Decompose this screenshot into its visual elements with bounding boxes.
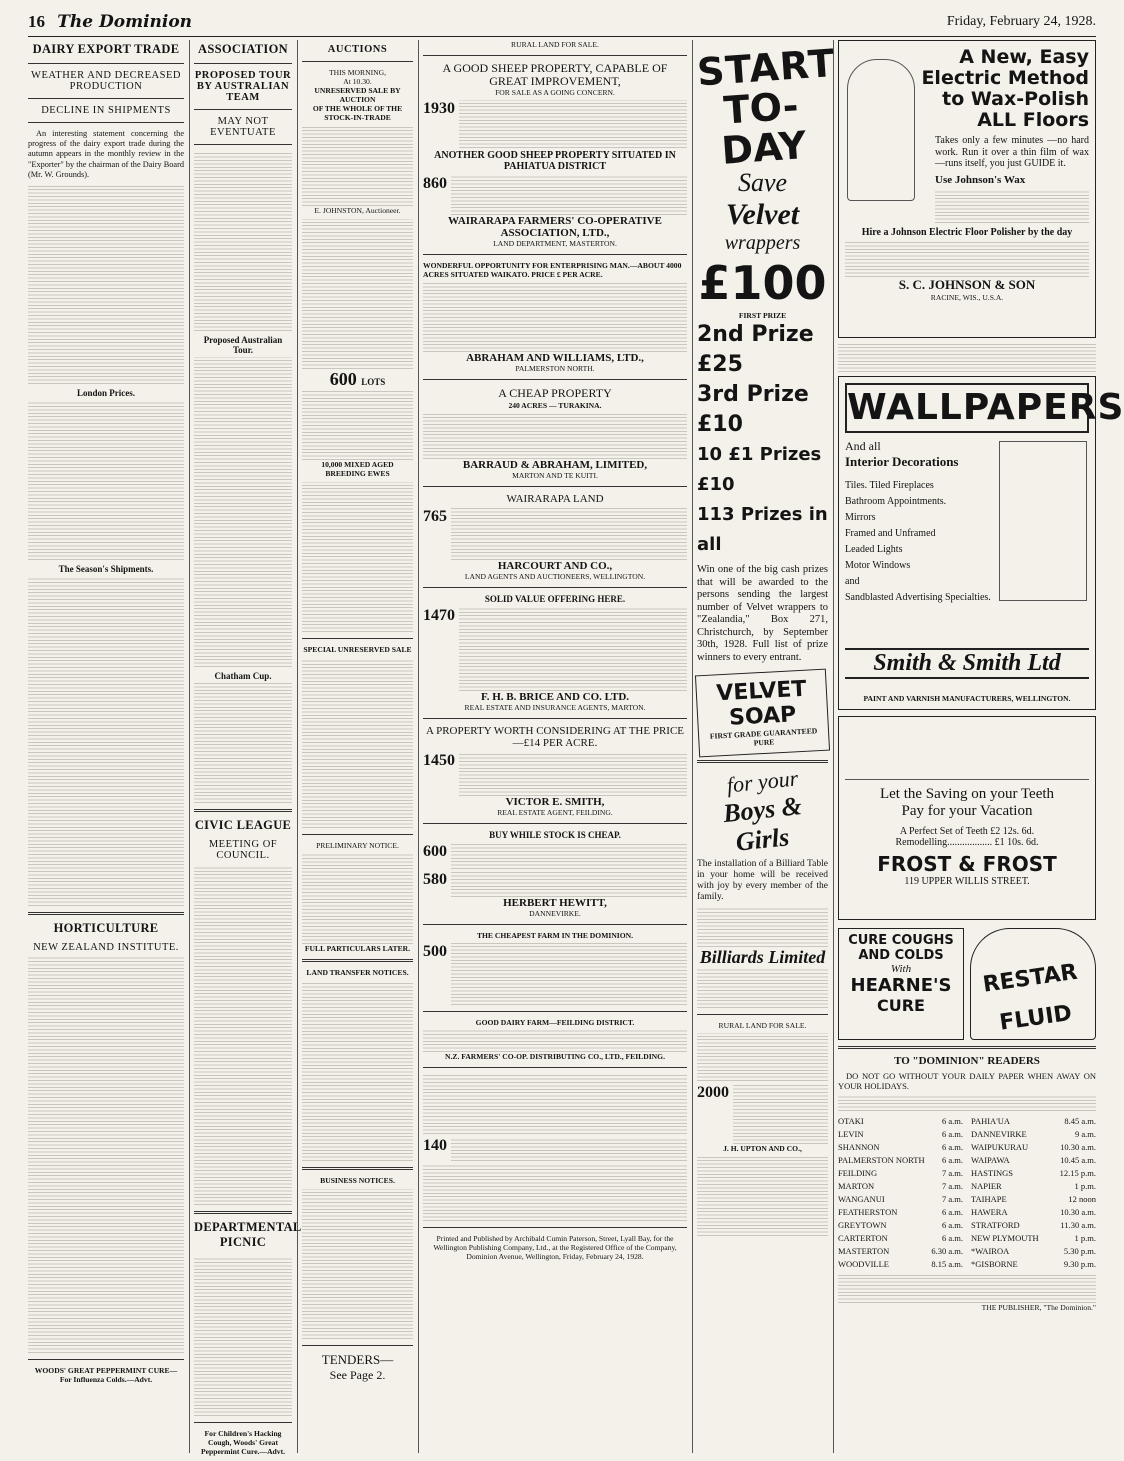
wax-hire: Hire a Johnson Electric Floor Polisher by the day	[861, 226, 1073, 238]
frost-address: 119 UPPER WILLIS STREET.	[904, 876, 1030, 887]
delivery-time: 8.15 a.m.	[931, 1259, 963, 1269]
cure-with: With	[890, 963, 912, 975]
ad-firm: J. H. UPTON AND CO.,	[723, 1144, 802, 1153]
auction-line: At 10.30.	[343, 77, 372, 86]
delivery-time: 9.30 p.m.	[1063, 1259, 1096, 1269]
hearnes-cure-advert	[838, 928, 964, 1040]
ad-firm: VICTOR E. SMITH,	[505, 796, 605, 808]
restar-fluid-advert	[970, 928, 1096, 1040]
ad-body	[451, 175, 687, 215]
ad-firm: HARCOURT AND CO.,	[497, 560, 613, 572]
town-name: SHANNON	[838, 1142, 880, 1152]
delivery-time: 6 a.m.	[941, 1129, 963, 1139]
ad-body	[459, 100, 687, 148]
town-name: *GISBORNE	[971, 1259, 1018, 1269]
delivery-row	[971, 1193, 1096, 1206]
delivery-time: 6 a.m.	[941, 1207, 963, 1217]
column-velvet-advert	[695, 40, 837, 1453]
delivery-row	[838, 1232, 963, 1245]
ad-firm: F. H. B. BRICE AND CO. LTD.	[480, 691, 630, 703]
town-name: CARTERTON	[838, 1233, 888, 1243]
acreage: 500	[423, 943, 447, 960]
delivery-time: 10.30 a.m.	[1060, 1142, 1096, 1152]
delivery-row	[838, 1141, 963, 1154]
prelim-notice: PRELIMINARY NOTICE.	[316, 841, 399, 850]
today-word: TO-DAY	[720, 83, 808, 173]
town-name: LEVIN	[838, 1129, 864, 1139]
restar-brand: RESTAR FLUID	[981, 959, 1079, 1036]
velvet-word: Velvet	[725, 198, 800, 231]
dentures-illustration	[845, 723, 1089, 780]
town-name: FEILDING	[838, 1168, 878, 1178]
town-name: WAIPAWA	[971, 1155, 1010, 1165]
delivery-time: 6 a.m.	[941, 1233, 963, 1243]
ad-body	[459, 752, 687, 796]
ad-headline: ANOTHER GOOD SHEEP PROPERTY SITUATED IN PAHIATUA DISTRICT	[434, 150, 676, 172]
ad-headline: WAIRARAPA LAND	[506, 493, 604, 505]
ad-subhead: 240 ACRES — TURAKINA.	[508, 401, 602, 410]
delivery-row	[971, 1232, 1096, 1245]
delivery-table-left	[838, 1115, 963, 1271]
frost-dentists-advert	[838, 716, 1096, 920]
ad-body	[697, 1033, 828, 1081]
delivery-row	[971, 1245, 1096, 1258]
acreage: 1470	[423, 607, 455, 624]
notice-body	[302, 981, 413, 1161]
column-dairy	[28, 40, 184, 1453]
section-label: The Season's Shipments.	[58, 564, 154, 575]
town-name: FEATHERSTON	[838, 1207, 898, 1217]
ad-headline: SOLID VALUE OFFERING HERE.	[484, 594, 626, 604]
wrappers-word: wrappers	[724, 232, 801, 254]
notice-body	[302, 658, 413, 828]
masthead-left	[28, 12, 192, 32]
delivery-time: 1 p.m.	[1074, 1233, 1096, 1243]
readers-body	[838, 1275, 1096, 1303]
boys-line-3: Girls	[734, 822, 791, 857]
delivery-time: 6.30 a.m.	[931, 1246, 963, 1256]
ad-firm-sub: REAL ESTATE AGENT, FEILDING.	[497, 808, 613, 817]
wax-firm: S. C. JOHNSON & SON	[898, 276, 1036, 292]
delivery-time: 5.30 p.m.	[1063, 1246, 1096, 1256]
town-name: GREYTOWN	[838, 1220, 887, 1230]
boys-line-1: for your	[725, 765, 800, 798]
auction-line: E. JOHNSTON, Auctioneer.	[314, 206, 401, 215]
acreage: 2000	[697, 1084, 729, 1101]
town-name: HAWERA	[971, 1207, 1008, 1217]
hearnes-brand: HEARNE'S	[850, 975, 952, 996]
woman-polishing-illustration	[847, 59, 915, 201]
ad-body	[423, 1074, 687, 1134]
ad-firm: BARRAUD & ABRAHAM, LIMITED,	[462, 459, 648, 471]
advert-line: For Children's Hacking Cough, Woods' Great Peppermint Cure.—Advt.	[200, 1429, 286, 1456]
ad-firm-sub: DANNEVIRKE.	[529, 909, 581, 918]
delivery-time: 9 a.m.	[1074, 1129, 1096, 1139]
notice-body	[302, 1189, 413, 1339]
ad-body	[451, 943, 687, 1005]
delivery-row	[971, 1258, 1096, 1271]
business-notices-heading: BUSINESS NOTICES.	[320, 1176, 395, 1185]
acreage: 765	[423, 508, 447, 525]
ad-firm: ABRAHAM AND WILLIAMS, LTD.,	[466, 352, 644, 364]
decorations-label: Interior Decorations	[845, 454, 959, 469]
ad-headline: BUY WHILE STOCK IS CHEAP.	[489, 830, 621, 840]
delivery-row	[838, 1193, 963, 1206]
ad-body	[423, 1165, 687, 1221]
masthead	[28, 10, 1096, 37]
billiard-copy: The installation of a Billiard Table in your home will be received with joy by every member of the family.	[697, 859, 828, 902]
delivery-time: 6 a.m.	[941, 1142, 963, 1152]
article-subhead: MEETING OF COUNCIL.	[208, 839, 278, 861]
issue-date: Friday, February 24, 1928.	[946, 14, 1096, 29]
ad-body	[733, 1084, 828, 1144]
delivery-row	[971, 1115, 1096, 1128]
delivery-time: 11.30 a.m.	[1060, 1220, 1096, 1230]
readers-intro: DO NOT GO WITHOUT YOUR DAILY PAPER WHEN AWAY ON YOUR HOLIDAYS.	[838, 1071, 1096, 1091]
delivery-row	[838, 1219, 963, 1232]
ad-body	[451, 871, 687, 897]
delivery-row	[838, 1258, 963, 1271]
acreage: 600	[423, 843, 447, 860]
decoration-list: Tiles. Tiled Fireplaces Bathroom Appointments. Mirrors Framed and Unframed Leaded Lights Motor Windows and Sandblasted Advertising Specialties.	[845, 480, 991, 603]
delivery-row	[838, 1206, 963, 1219]
town-name: NEW PLYMOUTH	[971, 1233, 1039, 1243]
delivery-time: 8.45 a.m.	[1064, 1116, 1096, 1126]
delivery-row	[971, 1180, 1096, 1193]
cure-line: CURE COUGHS AND COLDS	[848, 933, 954, 963]
delivery-row	[838, 1167, 963, 1180]
delivery-time: 6 a.m.	[941, 1155, 963, 1165]
article-headline: ASSOCIATION	[198, 42, 288, 56]
delivery-row	[971, 1141, 1096, 1154]
prize-3: 3rd Prize £10	[697, 382, 809, 437]
johnsons-wax-advert	[838, 40, 1096, 338]
column-rule	[189, 40, 190, 1453]
competition-terms: Win one of the big cash prizes that will be awarded to the persons sending the largest number of Velvet wrappers to "Zealandia," Box 271, Christchurch, by September 30th, 1928. Full list of prize winners to every entrant.	[697, 564, 828, 663]
acreage: 140	[423, 1137, 447, 1154]
delivery-time: 7 a.m.	[941, 1181, 963, 1191]
teeth-line-1: Let the Saving on your Teeth	[879, 786, 1055, 802]
ad-body	[697, 1156, 828, 1236]
acreage: 860	[423, 175, 447, 192]
shipments-table	[28, 576, 184, 906]
auction-line: OF THE WHOLE OF THE STOCK-IN-TRADE	[312, 104, 403, 122]
ad-headline: A GOOD SHEEP PROPERTY, CAPABLE OF GREAT IMPROVEMENT,	[442, 61, 668, 88]
acreage: 1930	[423, 100, 455, 117]
delivery-table-right	[971, 1115, 1096, 1271]
all-label: And all	[845, 439, 881, 453]
publisher-signature: THE PUBLISHER, "The Dominion."	[981, 1303, 1096, 1312]
ad-body	[423, 282, 687, 352]
article-body	[194, 1256, 292, 1416]
teeth-price-2: Remodelling.................. £1 10s. 6d.	[895, 837, 1039, 848]
notice-body	[302, 482, 413, 632]
delivery-row	[838, 1128, 963, 1141]
full-particulars: FULL PARTICULARS LATER.	[304, 944, 411, 953]
article-subhead: PROPOSED TOUR BY AUSTRALIAN TEAM	[194, 70, 292, 103]
frost-brand: FROST & FROST	[877, 852, 1057, 876]
prize-2: 2nd Prize £25	[697, 322, 814, 377]
delivery-row	[838, 1154, 963, 1167]
ad-firm-sub: REAL ESTATE AND INSURANCE AGENTS, MARTON.	[464, 703, 646, 712]
wax-brand: Use Johnson's Wax	[935, 173, 1026, 186]
column-rule	[297, 40, 298, 1453]
ad-headline: A PROPERTY WORTH CONSIDERING AT THE PRICE—£14 PER ACRE.	[425, 725, 685, 749]
section-label: Chatham Cup.	[214, 671, 272, 681]
column-rural-land	[423, 40, 687, 1453]
tenders-notice: TENDERS—	[321, 1352, 394, 1367]
section-label: London Prices.	[76, 388, 135, 399]
column-right-adverts	[838, 40, 1124, 1453]
delivery-row	[971, 1219, 1096, 1232]
soap-brand: VELVET SOAP	[715, 676, 808, 731]
delivery-time: 12 noon	[1068, 1194, 1096, 1204]
article-lead: An interesting statement concerning the progress of the dairy export trade during the autumn appears in the monthly review in the "Exporter" by the chairman of the Dairy Board (Mr. W. Grounds).	[28, 129, 184, 179]
ad-subhead: FOR SALE AS A GOING CONCERN.	[495, 88, 615, 97]
town-name: MASTERTON	[838, 1246, 890, 1256]
ad-firm-sub: MARTON AND TE KUITI.	[512, 471, 598, 480]
tenders-page: See Page 2.	[329, 1368, 386, 1382]
billiards-brand: Billiards Limited	[699, 947, 826, 967]
ad-body	[451, 843, 687, 869]
article-body	[194, 357, 292, 667]
save-word: Save	[737, 168, 788, 197]
section-label: RURAL LAND FOR SALE.	[718, 1021, 807, 1030]
article-body	[28, 184, 184, 384]
acreage: 580	[423, 871, 447, 888]
column-association	[194, 40, 302, 1456]
land-transfer-heading: LAND TRANSFER NOTICES.	[306, 968, 409, 977]
sale-heading: SPECIAL UNRESERVED SALE	[303, 645, 412, 654]
ad-body	[845, 241, 1089, 277]
delivery-table	[838, 1115, 1096, 1271]
first-prize-label: FIRST PRIZE	[738, 311, 787, 320]
article-headline: HORTICULTURE	[53, 921, 159, 936]
delivery-time: 12.15 p.m.	[1059, 1168, 1096, 1178]
ad-firm-sub: PALMERSTON NORTH.	[515, 364, 595, 373]
ad-body	[451, 508, 687, 560]
article-subhead: NEW ZEALAND INSTITUTE.	[33, 942, 179, 954]
ad-firm-sub: LAND AGENTS AND AUCTIONEERS, WELLINGTON.	[464, 572, 646, 581]
town-name: MARTON	[838, 1181, 875, 1191]
notice-body	[302, 219, 413, 369]
notice-body	[302, 390, 413, 460]
delivery-row	[838, 1115, 963, 1128]
article-subhead: MAY NOT EVENTUATE	[210, 116, 276, 138]
wax-headline: A New, Easy Electric Method to Wax-Polish ALL Floors	[921, 46, 1089, 131]
soap-quality: FIRST GRADE GUARANTEED PURE	[709, 726, 818, 748]
delivery-time: 6 a.m.	[941, 1220, 963, 1230]
article-headline: DAIRY EXPORT TRADE	[32, 42, 180, 56]
ad-headline: THE CHEAPEST FARM IN THE DOMINION.	[476, 931, 634, 940]
cure-word: CURE	[877, 996, 925, 1015]
ad-headline: GOOD DAIRY FARM—FEILDING DISTRICT.	[475, 1018, 635, 1027]
delivery-time: 1 p.m.	[1074, 1181, 1096, 1191]
delivery-row	[838, 1245, 963, 1258]
delivery-time: 7 a.m.	[941, 1194, 963, 1204]
article-headline: CIVIC LEAGUE	[194, 818, 292, 832]
article-body	[194, 151, 292, 331]
teeth-line-2: Pay for your Vacation	[901, 803, 1033, 819]
ewe-heading: 10,000 MIXED AGED BREEDING EWES	[321, 460, 394, 478]
delivery-time: 10.30 a.m.	[1060, 1207, 1096, 1217]
delivery-row	[971, 1167, 1096, 1180]
town-name: TAIHAPE	[971, 1194, 1007, 1204]
ad-body	[697, 968, 828, 1008]
town-name: WAIPUKURAU	[971, 1142, 1029, 1152]
delivery-time: 6 a.m.	[941, 1116, 963, 1126]
ad-body	[423, 1030, 687, 1052]
section-label: Proposed Australian Tour.	[203, 335, 283, 355]
ad-firm-sub: LAND DEPARTMENT, MASTERTON.	[493, 239, 617, 248]
town-name: HASTINGS	[971, 1168, 1014, 1178]
velvet-soap-box	[695, 669, 830, 758]
notice-body	[302, 854, 413, 944]
imprint: Printed and Published by Archibald Cumin Paterson, Street, Lyall Bay, for the Wellington Publishing Company, Ltd., at the Registered Office of the Company, Dominion Avenue, Wellington, Friday, February 24, 1928.	[433, 1234, 677, 1261]
first-prize-amount: £100	[698, 256, 827, 310]
town-name: WANGANUI	[838, 1194, 885, 1204]
delivery-row	[971, 1206, 1096, 1219]
smith-brand: Smith & Smith Ltd	[845, 648, 1089, 679]
town-name: NAPIER	[971, 1181, 1002, 1191]
start-word: START	[695, 40, 837, 95]
lot-count: 600 LOTS	[329, 369, 386, 389]
ad-body	[935, 189, 1089, 223]
wax-copy: Takes only a few minutes —no hard work. Run it over a thin film of wax—runs itself, you just GUIDE it.	[935, 135, 1089, 169]
medicine-adverts	[838, 928, 1096, 1040]
article-body	[194, 683, 292, 803]
readers-heading: TO "DOMINION" READERS	[894, 1055, 1040, 1067]
delivery-row	[838, 1180, 963, 1193]
town-name: PALMERSTON NORTH	[838, 1155, 925, 1165]
teeth-price-1: A Perfect Set of Teeth £2 12s. 6d.	[899, 826, 1035, 837]
acreage: 1450	[423, 752, 455, 769]
delivery-row	[971, 1154, 1096, 1167]
ad-body	[451, 1137, 687, 1161]
auction-line: UNRESERVED SALE BY AUCTION	[314, 86, 401, 104]
town-name: WOODVILLE	[838, 1259, 889, 1269]
newspaper-title: The Dominion	[57, 12, 193, 32]
ad-body	[697, 907, 828, 947]
advert-line: WOODS' GREAT PEPPERMINT CURE— For Influenza Colds.—Advt.	[34, 1366, 178, 1385]
ad-firm: WAIRARAPA FARMERS' CO-OPERATIVE ASSOCIATION, LTD.,	[448, 215, 662, 239]
column-rule	[833, 40, 834, 1453]
town-name: PAHIA'UA	[971, 1116, 1011, 1126]
prize-4: 10 £1 Prizes £10	[697, 444, 822, 495]
delivery-row	[971, 1128, 1096, 1141]
column-rule	[692, 40, 693, 1453]
article-body	[28, 957, 184, 1353]
column-auctions	[302, 40, 413, 1453]
woman-illustration	[999, 441, 1087, 601]
town-name: OTAKI	[838, 1116, 864, 1126]
smith-address: PAINT AND VARNISH MANUFACTURERS, WELLINGTON.	[863, 694, 1071, 703]
boys-line-2: Boys &	[721, 790, 804, 829]
town-name: DANNEVIRKE	[971, 1129, 1027, 1139]
ad-body	[459, 607, 687, 691]
ad-firm: N.Z. FARMERS' CO-OP. DISTRIBUTING CO., LTD., FEILDING.	[445, 1052, 665, 1061]
notice-body	[302, 126, 413, 206]
readers-body	[838, 1095, 1096, 1111]
article-headline: DEPARTMENTAL PICNIC	[194, 1220, 302, 1249]
article-body	[28, 400, 184, 560]
delivery-time: 7 a.m.	[941, 1168, 963, 1178]
wax-location: RACINE, WIS., U.S.A.	[930, 292, 1004, 302]
ad-firm: HERBERT HEWITT,	[503, 897, 607, 909]
auction-line: THIS MORNING,	[329, 68, 386, 77]
prize-total: 113 Prizes in all	[697, 504, 828, 555]
wallpapers-title: WALLPAPERS	[845, 383, 1089, 433]
article-body	[194, 865, 292, 1205]
town-name: *WAIROA	[971, 1246, 1010, 1256]
delivery-time: 10.45 a.m.	[1060, 1155, 1096, 1165]
agents-list	[838, 342, 1096, 372]
ad-headline: WONDERFUL OPPORTUNITY FOR ENTERPRISING MAN.—ABOUT 4000 ACRES SITUATED WAIKATO. PRICE £ PER ACRE.	[423, 261, 682, 279]
section-label: RURAL LAND FOR SALE.	[511, 40, 599, 49]
smith-wallpapers-advert	[838, 376, 1124, 710]
ad-headline: A CHEAP PROPERTY	[498, 386, 612, 400]
article-subhead: DECLINE IN SHIPMENTS	[41, 105, 171, 116]
town-name: STRATFORD	[971, 1220, 1020, 1230]
column-rule	[418, 40, 419, 1453]
section-label: AUCTIONS	[327, 44, 388, 55]
ad-body	[423, 413, 687, 459]
page-number: 16	[28, 12, 45, 31]
article-subhead: WEATHER AND DECREASED PRODUCTION	[31, 70, 181, 92]
